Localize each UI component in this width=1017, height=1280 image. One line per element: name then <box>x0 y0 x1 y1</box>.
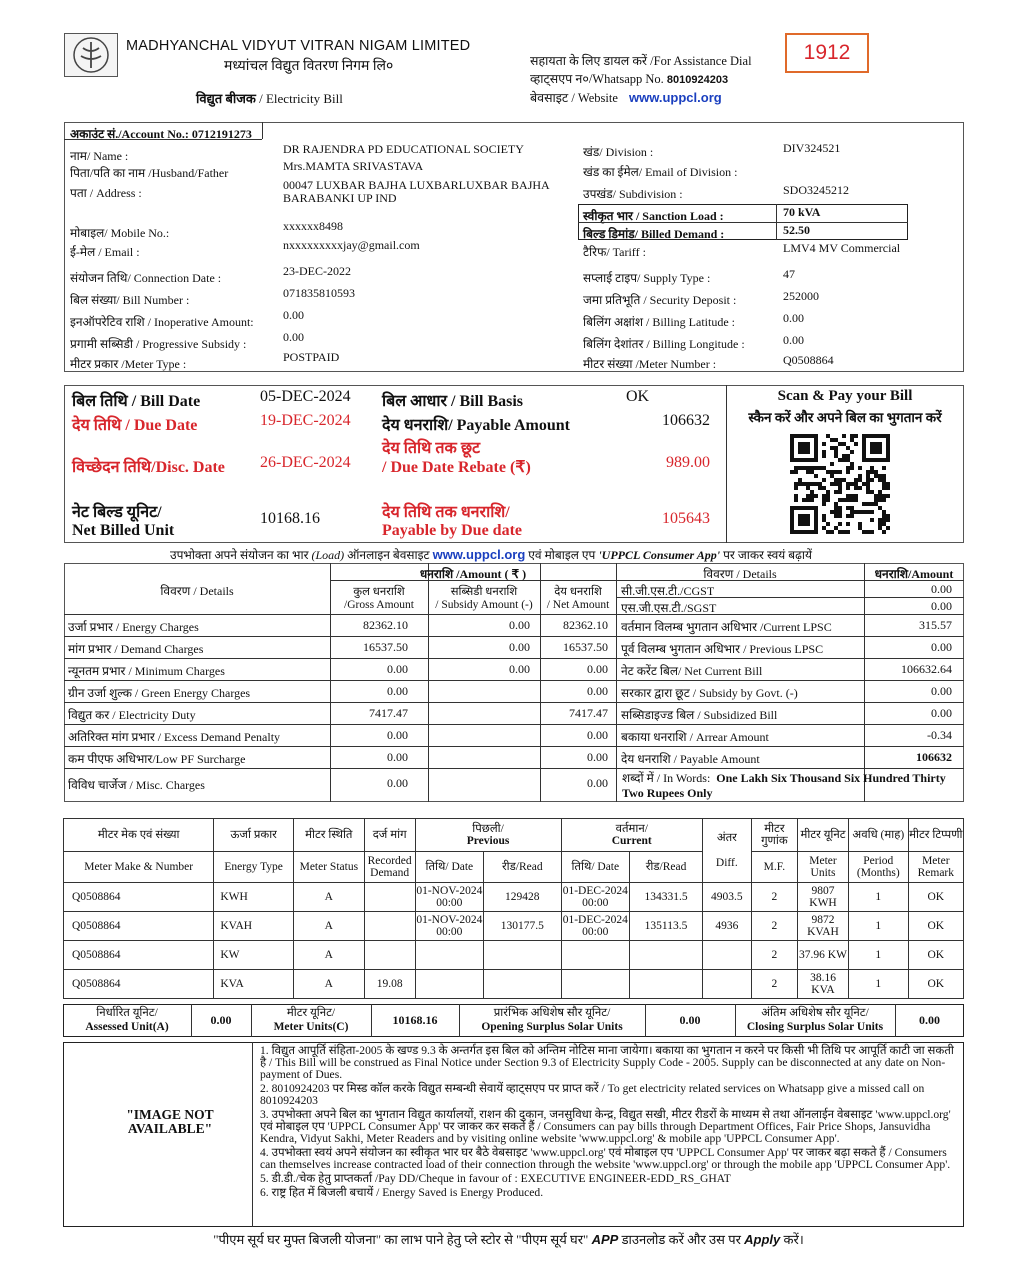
consumer-left-label: पिता/पति का नाम /Husband/Father <box>70 166 229 180</box>
charges-header-details: विवरण / Details <box>160 584 234 598</box>
meter-subheader-read: रीड/Read <box>484 852 561 883</box>
website-link[interactable]: www.uppcl.org <box>629 90 722 105</box>
meter-cell-remark: OK <box>908 912 963 941</box>
right-charge-label: सी.जी.एस.टी./CGST <box>621 584 715 598</box>
consumer-left-value: POSTPAID <box>283 350 340 364</box>
bill-title-hi: विद्युत बीजक <box>196 91 256 106</box>
consumer-right-value: LMV4 MV Commercial <box>783 241 901 255</box>
meter-cell-pdate: 01-NOV-2024 00:00 <box>415 883 484 912</box>
meter-cell-diff: 4936 <box>703 912 752 941</box>
meter-cell-mf: 2 <box>751 941 797 970</box>
meter-cell-rd <box>364 883 415 912</box>
note-item: 3. उपभोक्ता अपने बिल का भुगतान विद्युत कार्यालयों, राशन की दुकान, जनसुविधा केन्द्र, विद्युत सखी, मीटर रीडरों के माध्यम से तथा ऑनलाईन वेबसाइट 'www.uppcl.org' एवं मोबाइल एप 'UPPCL Consumer App' पर जाकर कर सकते हैं / Consumers can pay bills through Department Offices, Fair Price Shops, Jansuvidha Kendra, Vidyut Sakhi, Meter Readers and by visiting online website 'www.uppcl.org' & mobile app 'UPPCL Consumer App'. <box>260 1108 951 1146</box>
consumer-right-label: उपखंड/ Subdivision : <box>583 187 683 201</box>
notes-list <box>260 1045 960 1200</box>
charge-gross: 0.00 <box>387 684 408 698</box>
company-name-hi: मध्यांचल विद्युत वितरण निगम लि० <box>224 59 394 74</box>
net-unit-label-hi: नेट बिल्ड यूनिट/ <box>72 504 162 521</box>
consumer-right-value: SDO3245212 <box>783 183 850 197</box>
meter-header-en: Period (Months) <box>848 852 908 883</box>
bill-title <box>196 89 343 107</box>
website-line <box>530 89 722 106</box>
meter-cell-pread: 129428 <box>484 883 561 912</box>
charge-label: ग्रीन उर्जा शुल्क / Green Energy Charges <box>68 686 251 700</box>
charge-label: अतिरिक्त मांग प्रभार / Excess Demand Penalty <box>68 730 281 744</box>
consumer-left-label: ई-मेल / Email : <box>70 245 140 259</box>
payable-by-due-date: 105643 <box>662 510 710 527</box>
units-label: प्रारंभिक अधिशेष सौर यूनिट/ Opening Surplus Solar Units <box>481 1007 623 1033</box>
load-website-link[interactable]: www.uppcl.org <box>432 547 526 562</box>
charge-gross: 7417.47 <box>369 706 408 720</box>
consumer-right-label: स्वीकृत भार / Sanction Load : <box>583 209 724 223</box>
net-billed-unit: 10168.16 <box>260 510 320 527</box>
meter-cell-pdate <box>415 941 484 970</box>
charge-label: विविध चार्जेज / Misc. Charges <box>68 778 205 792</box>
meter-cell-type: KVA <box>214 970 294 999</box>
charge-subsidy: 0.00 <box>509 640 530 654</box>
note-item: 5. डी.डी./चेक हेतु प्राप्तकर्ता /Pay DD/Cheque in favour of : EXECUTIVE ENGINEER-EDD_RS_GHAT <box>260 1172 731 1186</box>
image-not-available: "IMAGE NOT AVAILABLE" <box>126 1107 214 1136</box>
payable-label: देय धनराशि/ Payable Amount <box>382 417 570 434</box>
meter-header-hi: दर्ज मांग <box>364 819 415 852</box>
meter-header-en: Meter Make & Number <box>64 852 214 883</box>
charge-net: 0.00 <box>587 662 608 676</box>
right-charge-label: नेट करेंट बिल/ Net Current Bill <box>621 664 763 678</box>
meter-cell-cdate: 01-DEC-2024 00:00 <box>561 912 630 941</box>
charge-gross: 0.00 <box>387 662 408 676</box>
consumer-right-value: 47 <box>783 267 795 281</box>
units-label: निर्धारित यूनिट/ Assessed Unit(A) <box>85 1007 169 1033</box>
meter-cell-rd: 19.08 <box>364 970 415 999</box>
meter-cell-make: Q0508864 <box>64 941 214 970</box>
charge-subsidy: 0.00 <box>509 618 530 632</box>
company-name-en: MADHYANCHAL VIDYUT VITRAN NIGAM LIMITED <box>126 38 471 54</box>
right-charge-label: सरकार द्वारा छूट / Subsidy by Govt. (-) <box>621 686 798 700</box>
consumer-left-label: मीटर प्रकार /Meter Type : <box>70 357 187 371</box>
charge-net: 7417.47 <box>569 706 608 720</box>
header-gross-en: /Gross Amount <box>344 599 414 611</box>
due-date: 19-DEC-2024 <box>260 412 351 429</box>
charge-label: न्यूनतम प्रभार / Minimum Charges <box>68 664 225 678</box>
header-subsidy-en: / Subsidy Amount (-) <box>435 599 533 611</box>
meter-row <box>64 912 964 941</box>
right-charge-value: 0.00 <box>931 582 952 596</box>
meter-cell-units: 9872 KVAH <box>798 912 849 941</box>
whatsapp-label: व्हाट्सएप न०/Whatsapp No. <box>530 72 664 86</box>
meter-cell-status: A <box>293 970 364 999</box>
meter-cell-diff: 4903.5 <box>703 883 752 912</box>
meter-cell-cdate <box>561 970 630 999</box>
meter-header-hi: अवधि (माह) <box>848 819 908 852</box>
right-charge-label: पूर्व विलम्ब भुगतान अधिभार / Previous LPSC <box>621 642 824 656</box>
meter-header-en: Recorded Demand <box>364 852 415 883</box>
net-unit-label-en: Net Billed Unit <box>72 522 175 539</box>
charge-net: 82362.10 <box>563 618 608 632</box>
disc-date: 26-DEC-2024 <box>260 454 351 471</box>
meter-cell-units: 38.16 KVA <box>798 970 849 999</box>
charge-label: मांग प्रभार / Demand Charges <box>68 642 204 656</box>
account-number: अकाउंट सं./Account No.: 0712191273 <box>70 127 252 141</box>
consumer-right-label: खंड/ Division : <box>583 145 654 159</box>
bill-title-en: / Electricity Bill <box>259 91 343 106</box>
consumer-left-value: DR RAJENDRA PD EDUCATIONAL SOCIETY <box>283 142 524 156</box>
meter-header-en: Meter Units <box>798 852 849 883</box>
bill-basis: OK <box>626 388 650 405</box>
charge-gross: 82362.10 <box>363 618 408 632</box>
meter-cell-units: 9807 KWH <box>798 883 849 912</box>
consumer-left-label: संयोजन तिथि/ Connection Date : <box>70 271 222 285</box>
meter-cell-units: 37.96 KW <box>798 941 849 970</box>
units-value: 10168.16 <box>392 1013 438 1027</box>
meter-cell-pread: 130177.5 <box>484 912 561 941</box>
words-value: One Lakh Six Thousand Six Hundred Thirty Two Rupees Only <box>622 771 946 800</box>
meter-cell-type: KW <box>214 941 294 970</box>
header-net-hi: देय धनराशि <box>554 586 602 598</box>
right-charge-value: 315.57 <box>919 618 952 632</box>
right-charge-label: एस.जी.एस.टी./SGST <box>621 601 717 615</box>
meter-cell-type: KVAH <box>214 912 294 941</box>
charge-subsidy: 0.00 <box>509 662 530 676</box>
consumer-left-label: नाम/ Name : <box>70 149 129 163</box>
consumer-left-value: nxxxxxxxxxjay@gmail.com <box>283 238 420 252</box>
consumer-left-value: 071835810593 <box>283 286 355 300</box>
payable-amount: 106632 <box>662 412 710 429</box>
header-net-en: / Net Amount <box>546 599 610 611</box>
consumer-left-label: पता / Address : <box>70 186 142 200</box>
consumer-left-value: 00047 LUXBAR BAJHA LUXBARLUXBAR BAJHA BARABANKI UP IND <box>283 178 550 205</box>
charge-label: विद्युत कर / Electricity Duty <box>68 708 196 722</box>
due-date-rebate: 989.00 <box>666 454 710 471</box>
meter-cell-pdate: 01-NOV-2024 00:00 <box>415 912 484 941</box>
website-label: बेवसाइट / Website <box>530 91 618 105</box>
meter-cell-remark: OK <box>908 883 963 912</box>
meter-cell-rd <box>364 941 415 970</box>
right-charge-label: वर्तमान विलम्ब भुगतान अधिभार /Current LPSC <box>621 620 832 634</box>
meter-row <box>64 883 964 912</box>
charge-net: 0.00 <box>587 684 608 698</box>
meter-cell-pdate <box>415 970 484 999</box>
charge-net: 0.00 <box>587 776 608 790</box>
rebate-label-hi: देय तिथि तक छूट <box>382 440 481 457</box>
header-subsidy-hi: सब्सिडी धनराशि <box>450 586 518 598</box>
assist-hi: सहायता के लिए डायल करें <box>530 54 648 68</box>
right-charge-value: 106632 <box>916 750 952 764</box>
charge-label: कम पीएफ अधिभार/Low PF Surcharge <box>68 752 246 766</box>
meter-header-diff: अंतर Diff. <box>703 819 752 883</box>
bill-date: 05-DEC-2024 <box>260 388 351 405</box>
note-item: 6. राष्ट्र हित में बिजली बचायें / Energy Saved is Energy Produced. <box>260 1185 544 1199</box>
due-date-label: देय तिथि / Due Date <box>72 417 198 434</box>
charge-gross: 16537.50 <box>363 640 408 654</box>
charge-net: 16537.50 <box>563 640 608 654</box>
charge-gross: 0.00 <box>387 776 408 790</box>
consumer-right-label: जमा प्रतिभूति / Security Deposit : <box>583 293 737 307</box>
meter-header-en: Meter Remark <box>908 852 963 883</box>
note-item: 1. विद्युत आपूर्ति संहिता-2005 के खण्ड 9.3 के अन्तर्गत इस बिल को अन्तिम नोटिस माना जायेगा। बकाया का भुगतान न करने पर किसी भी तिथि पर आपूर्ति काटी जा सकती है / This Bill will be construed as Final Notice under Section 9.3 of Electricity Supply Code - 2005. Supply can be disconnected at any date on Non-payment of Dues. <box>260 1044 954 1082</box>
right-charge-label: बकाया धनराशि / Arrear Amount <box>621 730 769 744</box>
payment-qr-code[interactable] <box>790 434 890 534</box>
consumer-left-value: xxxxxx8498 <box>283 219 343 233</box>
disc-date-label: विच्छेदन तिथि/Disc. Date <box>72 459 225 476</box>
consumer-right-value: 252000 <box>783 289 819 303</box>
assist-en: /For Assistance Dial <box>650 54 752 68</box>
meter-cell-type: KWH <box>214 883 294 912</box>
rebate-label-en: / Due Date Rebate (₹) <box>382 459 531 476</box>
meter-cell-cread: 135113.5 <box>630 912 703 941</box>
meter-cell-diff <box>703 941 752 970</box>
meter-subheader-date: तिथि/ Date <box>561 852 630 883</box>
units-label: अंतिम अधिशेष सौर यूनिट/ Closing Surplus Solar Units <box>746 1007 884 1033</box>
pm-surya-ghar-footer: "पीएम सूर्य घर मुफ्त बिजली योजना" का लाभ पाने हेतु प्ले स्टोर से "पीएम सूर्य घर" APP डाउनलोड करें और उस पर Apply करें। <box>213 1232 804 1247</box>
consumer-right-label: बिलिंग देशांतर / Billing Longitude : <box>583 337 745 351</box>
meter-cell-cread <box>630 941 703 970</box>
amount-in-words <box>622 771 962 801</box>
meter-reading-table <box>63 818 964 999</box>
meter-header-hi: मीटर स्थिति <box>293 819 364 852</box>
units-value: 0.00 <box>919 1013 940 1027</box>
meter-cell-remark: OK <box>908 941 963 970</box>
consumer-right-value: 0.00 <box>783 333 804 347</box>
consumer-right-label: मीटर संख्या /Meter Number : <box>583 357 717 371</box>
meter-cell-period: 1 <box>848 970 908 999</box>
meter-cell-mf: 2 <box>751 912 797 941</box>
meter-cell-mf: 2 <box>751 883 797 912</box>
right-charge-label: सब्सिडाइज्ड बिल / Subsidized Bill <box>621 708 778 722</box>
consumer-left-value: 23-DEC-2022 <box>283 264 351 278</box>
consumer-right-label: खंड का ईमेल/ Email of Division : <box>583 165 738 179</box>
right-header-details: विवरण / Details <box>703 567 777 581</box>
meter-row <box>64 970 964 999</box>
right-charge-value: -0.34 <box>927 728 952 742</box>
consumer-left-value: 0.00 <box>283 308 304 322</box>
words-label: शब्दों में / In Words: <box>622 771 711 785</box>
units-value: 0.00 <box>679 1013 701 1027</box>
note-item: 4. उपभोक्ता स्वयं अपने संयोजन का स्वीकृत भार घर बैठे वेबसाइट 'www.uppcl.org' एवं मोबाइल एप 'UPPCL Consumer App' पर जाकर बढ़ा सकते हैं / Consumers can themselves increase contracted load of their connection through the website 'www.uppcl.org' or through the mobile app 'UPPCL Consumer App'. <box>260 1146 951 1172</box>
right-header-amount: धनराशि/Amount <box>874 567 954 581</box>
meter-cell-make: Q0508864 <box>64 912 214 941</box>
meter-cell-diff <box>703 970 752 999</box>
meter-header-en: M.F. <box>751 852 797 883</box>
meter-cell-pread <box>484 970 561 999</box>
consumer-right-value: 52.50 <box>783 223 810 237</box>
meter-cell-mf: 2 <box>751 970 797 999</box>
units-value: 0.00 <box>210 1013 232 1027</box>
meter-subheader-read: रीड/Read <box>630 852 703 883</box>
meter-cell-cdate: 01-DEC-2024 00:00 <box>561 883 630 912</box>
meter-cell-rd <box>364 912 415 941</box>
meter-cell-make: Q0508864 <box>64 883 214 912</box>
charges-header-amount: धनराशि /Amount ( ₹ ) <box>419 567 527 581</box>
by-due-label-hi: देय तिथि तक धनराशि/ <box>382 504 510 521</box>
meter-cell-cread: 134331.5 <box>630 883 703 912</box>
right-charge-value: 0.00 <box>931 684 952 698</box>
right-charge-value: 0.00 <box>931 640 952 654</box>
charge-label: उर्जा प्रभार / Energy Charges <box>68 620 199 634</box>
meter-cell-period: 1 <box>848 912 908 941</box>
meter-header-hi: मीटर टिप्पणी <box>908 819 963 852</box>
charge-gross: 0.00 <box>387 728 408 742</box>
consumer-left-label: इनऑपरेटिव राशि / Inoperative Amount: <box>70 315 254 329</box>
consumer-left-value: Mrs.MAMTA SRIVASTAVA <box>283 159 424 173</box>
meter-cell-status: A <box>293 912 364 941</box>
meter-header-hi: वर्तमान/ Current <box>561 819 703 852</box>
consumer-right-label: सप्लाई टाइप/ Supply Type : <box>583 271 711 285</box>
meter-cell-cdate <box>561 941 630 970</box>
bill-date-label: बिल तिथि / Bill Date <box>72 393 201 410</box>
meter-header-hi: मीटर यूनिट <box>798 819 849 852</box>
meter-header-en: Energy Type <box>214 852 294 883</box>
scan-pay-title: Scan & Pay your Bill <box>777 388 913 404</box>
right-charge-value: 0.00 <box>931 599 952 613</box>
meter-cell-period: 1 <box>848 883 908 912</box>
helpline-badge[interactable]: 1912 <box>785 33 869 73</box>
whatsapp-number: 8010924203 <box>666 74 729 86</box>
meter-cell-status: A <box>293 941 364 970</box>
meter-cell-remark: OK <box>908 970 963 999</box>
whatsapp-line <box>530 70 728 87</box>
load-increase-note: उपभोक्ता अपने संयोजन का भार (Load) ऑनलाइन बेवसाइट www.uppcl.org एवं मोबाइल एप 'UPPCL Consumer App' पर जाकर स्वयं बढ़ायें <box>170 547 812 562</box>
meter-header-hi: मीटर गुणांक <box>751 819 797 852</box>
charge-gross: 0.00 <box>387 750 408 764</box>
meter-cell-make: Q0508864 <box>64 970 214 999</box>
consumer-left-label: बिल संख्या/ Bill Number : <box>70 293 190 307</box>
meter-cell-period: 1 <box>848 941 908 970</box>
consumer-left-label: प्रगामी सब्सिडी / Progressive Subsidy : <box>70 337 247 351</box>
by-due-label-en: Payable by Due date <box>382 522 522 539</box>
units-label: मीटर यूनिट/ Meter Units(C) <box>273 1007 349 1033</box>
right-charge-value: 106632.64 <box>901 662 952 676</box>
meter-header-hi: ऊर्जा प्रकार <box>214 819 294 852</box>
right-charge-value: 0.00 <box>931 706 952 720</box>
company-logo <box>64 33 118 77</box>
consumer-right-value: Q0508864 <box>783 353 834 367</box>
consumer-left-label: मोबाइल/ Mobile No.: <box>70 226 170 240</box>
consumer-right-value: DIV324521 <box>783 141 841 155</box>
meter-cell-cread <box>630 970 703 999</box>
consumer-right-label: बिलिंग अक्षांश / Billing Latitude : <box>583 315 735 329</box>
consumer-right-value: 70 kVA <box>783 205 821 219</box>
right-charge-label: देय धनराशि / Payable Amount <box>621 752 760 766</box>
assist-line <box>530 52 752 69</box>
scan-pay-hi: स्कैन करें और अपने बिल का भुगतान करें <box>748 410 942 425</box>
consumer-right-label: बिल्ड डिमांड/ Billed Demand : <box>583 227 725 241</box>
note-item: 2. 8010924203 पर मिस्ड कॉल करके विद्युत सम्बन्धी सेवायें व्हाट्सएप पर प्राप्त करें / To get electricity related services on Whatsapp give a missed call on 8010924203 <box>260 1082 925 1108</box>
charge-net: 0.00 <box>587 728 608 742</box>
meter-cell-status: A <box>293 883 364 912</box>
charge-net: 0.00 <box>587 750 608 764</box>
meter-subheader-date: तिथि/ Date <box>415 852 484 883</box>
meter-cell-pread <box>484 941 561 970</box>
meter-header-en: Meter Status <box>293 852 364 883</box>
consumer-right-value: 0.00 <box>783 311 804 325</box>
meter-header-hi: पिछली/ Previous <box>415 819 561 852</box>
consumer-left-value: 0.00 <box>283 330 304 344</box>
consumer-right-label: टैरिफ/ Tariff : <box>583 245 646 259</box>
meter-header-hi: मीटर मेक एवं संख्या <box>64 819 214 852</box>
bill-basis-label: बिल आधार / Bill Basis <box>382 393 524 410</box>
meter-row <box>64 941 964 970</box>
header-gross-hi: कुल धनराशि <box>353 586 405 598</box>
